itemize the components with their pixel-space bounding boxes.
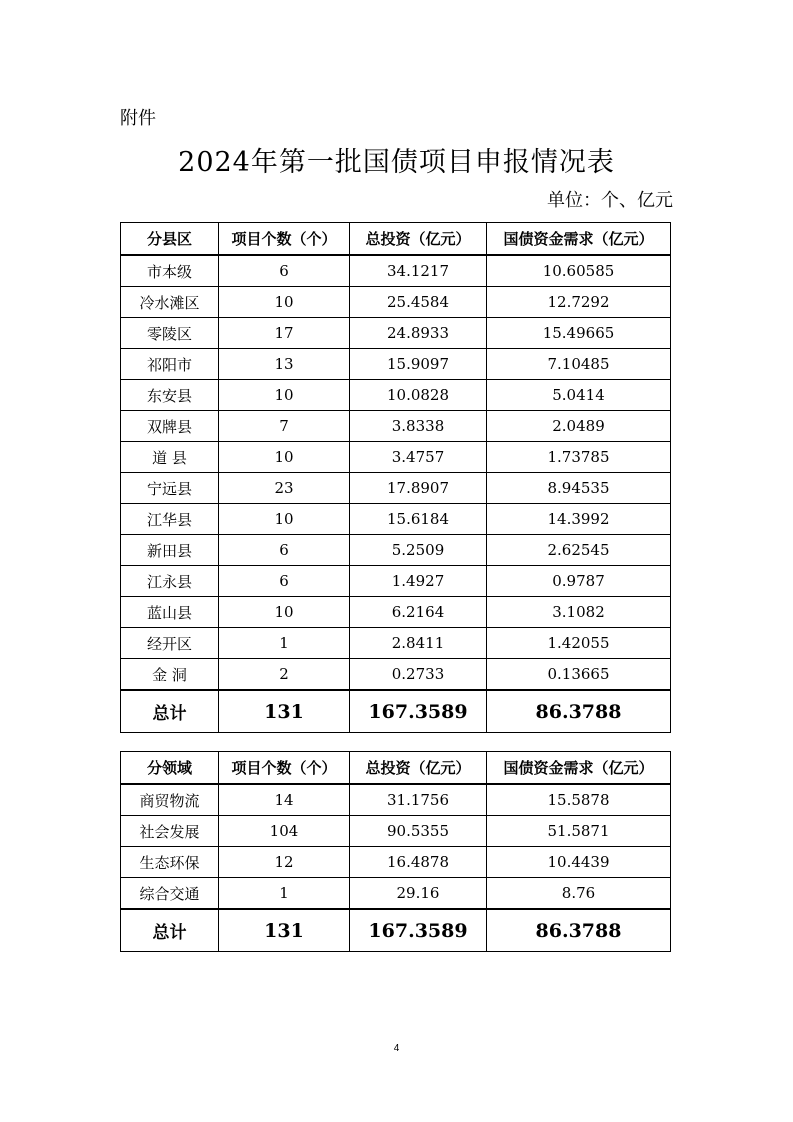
table-cell: 7.10485 <box>487 349 671 380</box>
page-number: 4 <box>393 1043 400 1054</box>
total-cell: 131 <box>219 909 350 952</box>
header-cell: 总投资（亿元） <box>350 223 487 256</box>
table-row <box>121 380 671 411</box>
table-cell: 10.0828 <box>350 380 487 411</box>
table-row <box>121 566 671 597</box>
table-cell: 10 <box>219 380 350 411</box>
table-cell: 6 <box>219 255 350 287</box>
table-cell: 10 <box>219 504 350 535</box>
table-cell: 51.5871 <box>487 816 671 847</box>
table-cell: 8.76 <box>487 878 671 910</box>
table-cell: 15.9097 <box>350 349 487 380</box>
header-cell: 分县区 <box>121 223 219 256</box>
table-row <box>121 878 671 910</box>
header-cell: 国债资金需求（亿元） <box>487 752 671 785</box>
table-cell: 10 <box>219 597 350 628</box>
table-cell: 10 <box>219 442 350 473</box>
total-label: 总计 <box>121 909 219 952</box>
table-cell: 16.4878 <box>350 847 487 878</box>
table-cell: 6 <box>219 535 350 566</box>
table-cell: 104 <box>219 816 350 847</box>
table-cell: 15.5878 <box>487 784 671 816</box>
table-cell: 90.5355 <box>350 816 487 847</box>
table-cell: 0.9787 <box>487 566 671 597</box>
table-cell: 冷水滩区 <box>121 287 219 318</box>
table-cell: 1.73785 <box>487 442 671 473</box>
table-row <box>121 504 671 535</box>
total-cell: 167.3589 <box>350 690 487 733</box>
sector-table <box>120 751 671 952</box>
table-row <box>121 535 671 566</box>
header-cell: 国债资金需求（亿元） <box>487 223 671 256</box>
table-cell: 1.42055 <box>487 628 671 659</box>
table-cell: 2.8411 <box>350 628 487 659</box>
table-cell: 综合交通 <box>121 878 219 910</box>
table-cell: 24.8933 <box>350 318 487 349</box>
county-table-body <box>121 255 671 690</box>
table-cell: 0.13665 <box>487 659 671 691</box>
table-row <box>121 349 671 380</box>
table-cell: 2 <box>219 659 350 691</box>
table-cell: 生态环保 <box>121 847 219 878</box>
table-cell: 江华县 <box>121 504 219 535</box>
table-cell: 5.0414 <box>487 380 671 411</box>
table-header-row <box>121 752 671 785</box>
total-cell: 86.3788 <box>487 909 671 952</box>
table-cell: 2.62545 <box>487 535 671 566</box>
total-cell: 131 <box>219 690 350 733</box>
table-cell: 17.8907 <box>350 473 487 504</box>
table-cell: 15.49665 <box>487 318 671 349</box>
table-cell: 江永县 <box>121 566 219 597</box>
table-cell: 新田县 <box>121 535 219 566</box>
table-cell: 市本级 <box>121 255 219 287</box>
table-cell: 13 <box>219 349 350 380</box>
total-row <box>121 909 671 952</box>
sector-table-body <box>121 784 671 909</box>
table-row <box>121 255 671 287</box>
total-cell: 167.3589 <box>350 909 487 952</box>
table-cell: 东安县 <box>121 380 219 411</box>
table-cell: 1 <box>219 878 350 910</box>
table-row <box>121 287 671 318</box>
table-cell: 3.8338 <box>350 411 487 442</box>
table-cell: 14 <box>219 784 350 816</box>
table-cell: 金 洞 <box>121 659 219 691</box>
table-cell: 14.3992 <box>487 504 671 535</box>
table-row <box>121 442 671 473</box>
unit-label: 单位：个、亿元 <box>547 190 673 211</box>
table-row <box>121 628 671 659</box>
table-cell: 3.1082 <box>487 597 671 628</box>
table-cell: 10.4439 <box>487 847 671 878</box>
header-cell: 项目个数（个） <box>219 752 350 785</box>
table-cell: 29.16 <box>350 878 487 910</box>
table-cell: 道 县 <box>121 442 219 473</box>
table-row <box>121 473 671 504</box>
annex-label: 附件 <box>120 108 156 129</box>
table-cell: 17 <box>219 318 350 349</box>
table-cell: 1.4927 <box>350 566 487 597</box>
table-row <box>121 847 671 878</box>
table-cell: 双牌县 <box>121 411 219 442</box>
table-cell: 5.2509 <box>350 535 487 566</box>
table-row <box>121 816 671 847</box>
header-cell: 项目个数（个） <box>219 223 350 256</box>
table-row <box>121 784 671 816</box>
table-row <box>121 318 671 349</box>
table-cell: 12 <box>219 847 350 878</box>
table-header-row <box>121 223 671 256</box>
page-title: 2024年第一批国债项目申报情况表 <box>178 147 615 178</box>
table-cell: 蓝山县 <box>121 597 219 628</box>
table-cell: 15.6184 <box>350 504 487 535</box>
table-cell: 3.4757 <box>350 442 487 473</box>
table-row <box>121 597 671 628</box>
table-cell: 31.1756 <box>350 784 487 816</box>
table-cell: 6.2164 <box>350 597 487 628</box>
table-cell: 零陵区 <box>121 318 219 349</box>
table-cell: 社会发展 <box>121 816 219 847</box>
table-cell: 8.94535 <box>487 473 671 504</box>
total-row <box>121 690 671 733</box>
table-cell: 0.2733 <box>350 659 487 691</box>
table-cell: 商贸物流 <box>121 784 219 816</box>
table-cell: 宁远县 <box>121 473 219 504</box>
table-cell: 6 <box>219 566 350 597</box>
table-cell: 祁阳市 <box>121 349 219 380</box>
table-cell: 2.0489 <box>487 411 671 442</box>
total-cell: 86.3788 <box>487 690 671 733</box>
county-table <box>120 222 671 733</box>
table-cell: 34.1217 <box>350 255 487 287</box>
table-cell: 经开区 <box>121 628 219 659</box>
header-cell: 分领域 <box>121 752 219 785</box>
table-row <box>121 659 671 691</box>
table-cell: 23 <box>219 473 350 504</box>
table-cell: 10 <box>219 287 350 318</box>
table-row <box>121 411 671 442</box>
table-cell: 1 <box>219 628 350 659</box>
table-cell: 10.60585 <box>487 255 671 287</box>
table-cell: 25.4584 <box>350 287 487 318</box>
total-label: 总计 <box>121 690 219 733</box>
table-cell: 7 <box>219 411 350 442</box>
header-cell: 总投资（亿元） <box>350 752 487 785</box>
table-cell: 12.7292 <box>487 287 671 318</box>
